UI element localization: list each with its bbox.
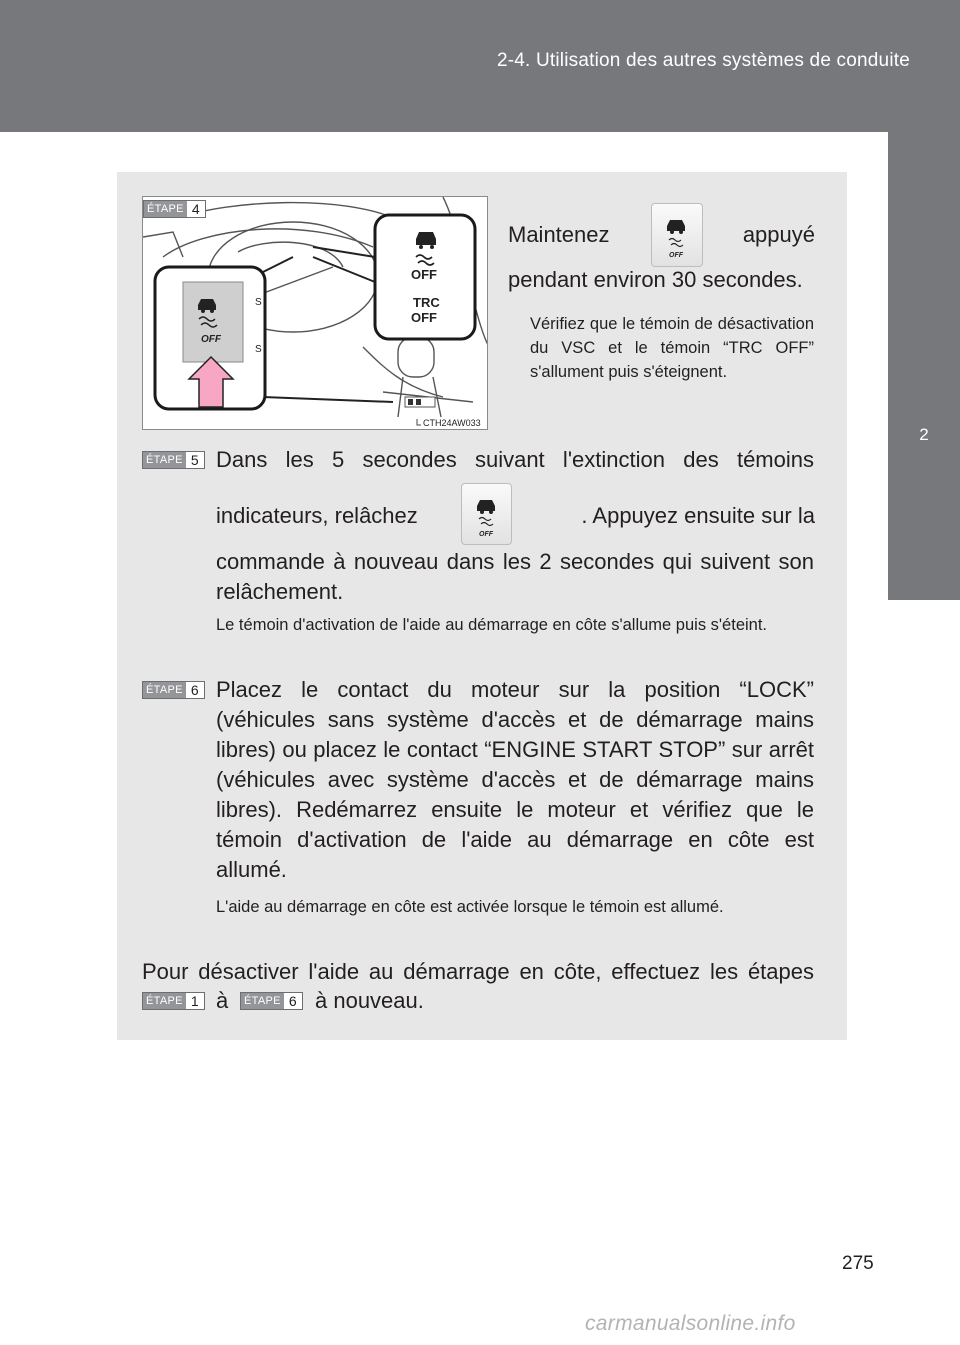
chapter-number: 2 [919,425,929,444]
svg-text:S: S [255,297,262,308]
trc-text: TRC [413,295,440,310]
step-label: ÉTAPE [143,452,186,468]
watermark: carmanualsonline.info [585,1312,796,1335]
svg-text:S: S [255,344,262,355]
step-label: ÉTAPE [241,993,284,1009]
step-label: ÉTAPE [143,993,186,1009]
step-number: 5 [190,452,199,468]
step4-note: Vérifiez que le témoin de désactivation du VSC et le témoin “TRC OFF” s'allument puis s'éteignent. [530,315,814,381]
step-number: 6 [288,993,297,1009]
step-6-badge-ref [240,992,303,1010]
callout-off-text: OFF [201,334,221,345]
step-number: 1 [190,993,199,1009]
section-title: 2-4. Utilisation des autres systèmes de conduite [496,50,910,71]
step-5-badge [142,451,205,469]
button-off-text: OFF [669,252,683,259]
step5-release: indicateurs, relâchez [216,503,418,528]
figure-code: CTH24AW033 [423,418,481,428]
step-number: 6 [190,682,199,698]
again-text: à nouveau. [315,988,424,1013]
step-label: ÉTAPE [144,201,187,217]
step5-note: Le témoin d'activation de l'aide au démarrage en côte s'allume puis s'éteint. [216,616,768,634]
inline-button-off-text: OFF [479,531,493,538]
page-number: 275 [842,1253,874,1274]
step-6-badge [142,681,205,699]
chapter-tab [888,132,960,717]
step6-text: Placez le contact du moteur sur la position “LOCK” (véhicules sans système d'accès et de démarrage mains libres) ou placez le contact “ENGINE START STOP” sur arrêt (véhicules avec système d'accès et de démarrage mains libres). Redémarrez ensuite le moteur et vérifiez que le témoin d'activation de l'aide au démarrage en côte est allumé. [216,677,814,882]
chapter-title: Au volant [915,637,934,717]
header-band [0,0,960,132]
trc-off-text: OFF [411,310,437,325]
step-4-badge [143,200,206,218]
indicator-off-text: OFF [411,267,437,282]
step4-duration: pendant environ 30 secondes. [508,267,803,292]
vsc-off-button-icon-inline [461,483,512,545]
step-number: 4 [191,201,200,217]
range-connector: à [216,988,229,1013]
step-1-badge [142,992,205,1010]
step4-maintenez: Maintenez [508,222,610,247]
step5-press: . Appuyez ensuite sur la [581,503,815,528]
dashboard-illustration [142,196,488,430]
step6-note: L'aide au démarrage en côte est activée lorsque le témoin est allumé. [216,898,724,916]
step-label: ÉTAPE [143,682,186,698]
vsc-off-button-icon [651,203,703,267]
dashboard-drawing [143,197,488,430]
step4-appuye: appuyé [742,222,815,247]
step5-rest: commande à nouveau dans les 2 secondes qui suivent son relâchement. [216,549,814,604]
step5-line1: Dans les 5 secondes suivant l'extinction des témoins [216,447,814,472]
deactivate-instruction: Pour désactiver l'aide au démarrage en côte, effectuez les étapes [142,959,814,984]
